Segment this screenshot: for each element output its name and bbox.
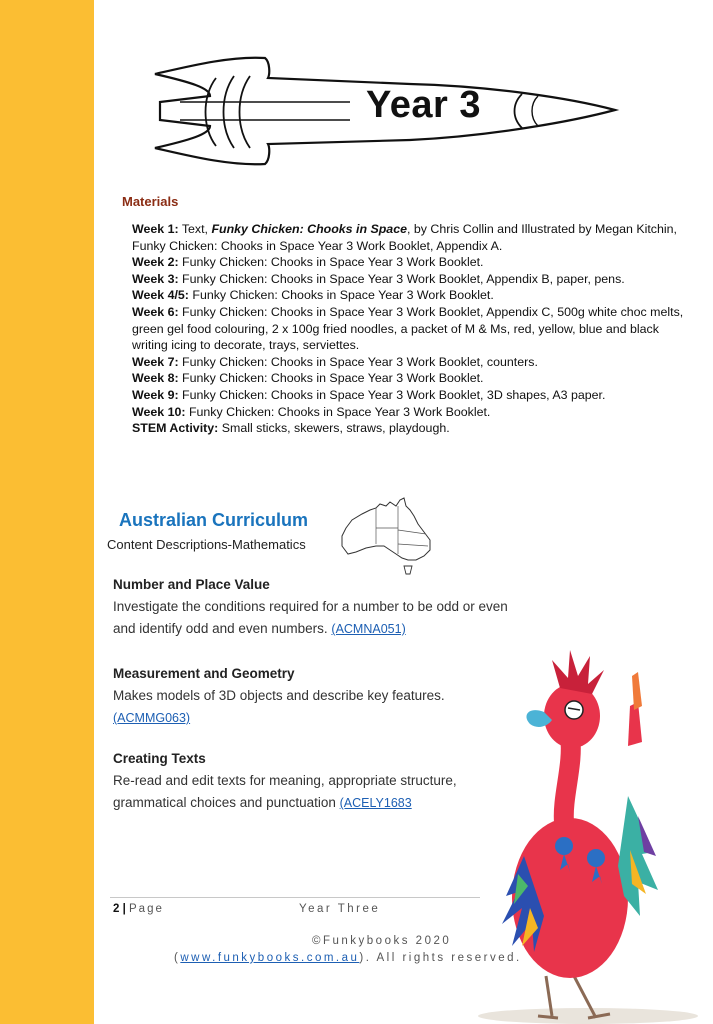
page-number: 2 — [113, 903, 120, 915]
week-label: Week 1: — [132, 222, 179, 236]
curriculum-subtitle: Content Descriptions-Mathematics — [107, 537, 306, 552]
item-text: Text, — [178, 222, 212, 236]
acmmg063-link[interactable]: (ACMMG063) — [113, 711, 191, 725]
side-color-bar — [0, 0, 94, 1024]
week-label: Week 7: — [132, 354, 179, 369]
list-item — [132, 420, 692, 437]
week-label: Week 9: — [132, 387, 179, 402]
rocket-title: Year 3 — [366, 84, 481, 126]
section-body: Re-read and edit texts for meaning, appropriate structure, grammatical choices and punctuation — [113, 773, 457, 810]
section-text-measurement — [113, 685, 513, 729]
item-text: Funky Chicken: Chooks in Space Year 3 Work Booklet, 3D shapes, A3 paper. — [178, 387, 606, 402]
item-text: Funky Chicken: Chooks in Space Year 3 Work Booklet, counters. — [178, 354, 538, 369]
list-item — [132, 304, 692, 354]
list-item — [132, 221, 692, 254]
list-item — [132, 287, 692, 304]
list-item — [132, 387, 692, 404]
item-text: Funky Chicken: Chooks in Space Year 3 Work Booklet. — [188, 288, 494, 303]
week-label: Week 4/5: — [132, 288, 189, 303]
page-word: Page — [129, 903, 164, 915]
week-label: Week 2: — [132, 255, 179, 270]
item-text: Funky Chicken: Chooks in Space Year 3 Work Booklet. — [178, 255, 484, 270]
page-separator: | — [119, 903, 130, 915]
curriculum-title: Australian Curriculum — [119, 510, 309, 530]
acely1683-link[interactable]: (ACELY1683 — [339, 796, 412, 810]
item-text: Funky Chicken: Chooks in Space Year 3 Work Booklet. — [185, 404, 491, 419]
week-label: Week 8: — [132, 371, 179, 386]
week-label: Week 10: — [132, 404, 186, 419]
item-text: Funky Chicken: Chooks in Space Year 3 Work Booklet, Appendix B, paper, pens. — [178, 271, 625, 286]
funky-chicken-illustration — [478, 646, 713, 1024]
section-body: Makes models of 3D objects and describe key features. — [113, 688, 445, 703]
list-item — [132, 370, 692, 387]
australia-map-icon — [338, 494, 438, 580]
footer-page — [113, 903, 164, 915]
week-label: Week 6: — [132, 304, 179, 319]
section-body: Investigate the conditions required for a number to be odd or even and identify odd and even numbers. — [113, 599, 508, 636]
acmna051-link[interactable]: (ACMNA051) — [331, 622, 406, 636]
rights-line — [174, 952, 522, 964]
item-text: Small sticks, skewers, straws, playdough. — [218, 421, 450, 436]
rights-text: ). All rights reserved. — [359, 952, 522, 964]
item-text: , by Chris Collin and Illustrated by Megan Kitchin, Funky Chicken: Chooks in Space Year 3 Work Booklet, Appendix A. — [132, 222, 677, 253]
paren-open: ( — [174, 952, 181, 964]
website-link[interactable]: www.funkybooks.com.au — [180, 952, 360, 964]
section-heading-texts: Creating Texts — [113, 751, 206, 766]
book-title: Funky Chicken: Chooks in Space — [211, 222, 407, 236]
item-text: Funky Chicken: Chooks in Space Year 3 Work Booklet, Appendix C, 500g white choc melts, green gel food colouring, 2 x 100g fried noodles, a packet of M & Ms, red, yellow, blue and black writing icing to decorate, trays, serviettes. — [132, 304, 684, 353]
week-label: STEM Activity: — [132, 421, 219, 436]
materials-heading: Materials — [122, 194, 179, 209]
item-text: Funky Chicken: Chooks in Space Year 3 Work Booklet. — [178, 371, 484, 386]
footer-year-label: Year Three — [299, 903, 381, 915]
copyright-text: ©Funkybooks 2020 — [312, 935, 452, 947]
section-heading-measurement: Measurement and Geometry — [113, 666, 295, 681]
week-label: Week 3: — [132, 271, 179, 286]
list-item — [132, 254, 692, 271]
section-text-number — [113, 596, 513, 640]
materials-list — [132, 221, 692, 437]
footer-divider — [110, 897, 480, 898]
section-text-texts — [113, 770, 513, 814]
list-item — [132, 271, 692, 288]
list-item — [132, 404, 692, 421]
list-item — [132, 354, 692, 371]
section-heading-number: Number and Place Value — [113, 577, 270, 592]
